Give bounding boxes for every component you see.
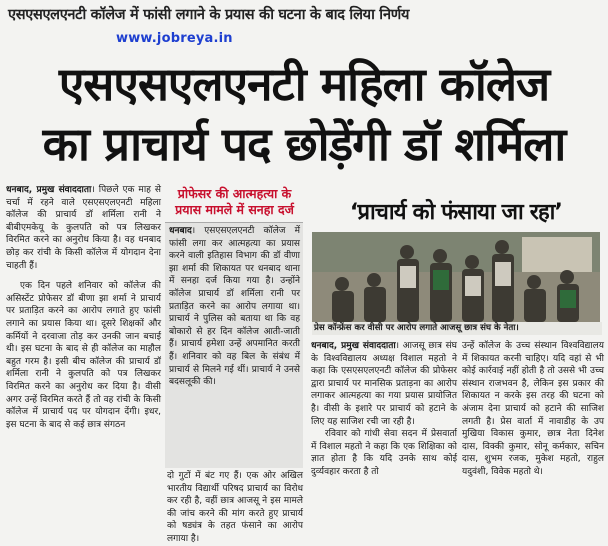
photo-caption: प्रेस कॉन्फ्रेंस कर वीसी पर आरोप लगाते आजसू छात्र संघ के नेता।	[312, 322, 602, 335]
article-left-column	[6, 184, 161, 534]
main-headline-line2: का प्राचार्य पद छोड़ेंगी डॉ शर्मिला	[42, 117, 566, 171]
article-right-column-1	[311, 340, 457, 536]
sidebar-dateline: धनबाद	[169, 226, 192, 236]
article-right-p3: उन्हें कॉलेज के उच्च संस्थान विश्वविद्यालय में शिकायत करनी चाहिए। यदि वहां से भी कोई कार्रवाई नहीं होती है तो उससे भी उच्च संस्थान राजभवन है, लेकिन इस प्रकार की शिकायत न करके इस तरह की घटना को अंजाम देना प्राचार्य को हटाने की साजिश लगती है। प्रेस वार्ता में नावाडीह के उप मुखिया विकास कुमार, छात्र नेता दिनेश दास, विक्की कुमार, सोनू कर्मकार, सचिन दास, शुभम रजक, मुकेश महतो, राहुल यदुवंशी, विवेक महतो थे।	[462, 341, 604, 477]
article-right-dateline: धनबाद, प्रमुख संवाददाता	[311, 341, 396, 351]
article-left-p1: धनबाद, प्रमुख संवाददाता। पिछले एक माह से चर्चा में रहने वाले एसएसएलएनटी महिला कॉलेज की प्राचार्य डॉ शर्मिला रानी ने बीबीएमकेयू के कुलपति को पत्र लिखकर विरमित करने का अनुरोध किया है। वह धनबाद छोड़ कर रांची के किसी कॉलेज में योगदान देना चाहती हैं।	[6, 185, 161, 271]
strap-headline: एसएसएलएनटी कॉलेज में फांसी लगाने के प्रयास की घटना के बाद लिया निर्णय	[8, 7, 410, 23]
press-conference-photo	[312, 232, 600, 322]
quote-headline: ‘प्राचार्य को फंसाया जा रहा’	[349, 200, 563, 225]
article-left-dateline: धनबाद, प्रमुख संवाददाता	[6, 185, 92, 195]
website-link[interactable]: www.jobreya.in	[116, 31, 233, 46]
main-headline-line1: एसएसएलएनटी महिला कॉलेज	[58, 57, 550, 111]
article-right-column-2	[462, 340, 604, 536]
photo-illustration	[312, 232, 600, 322]
sidebar-heading: प्रोफेसर की आत्महत्या के प्रयास मामले में सनहा दर्ज	[175, 186, 294, 217]
article-right-p1: धनबाद, प्रमुख संवाददाता। आजसू छात्र संघ के विश्वविद्यालय अध्यक्ष विशाल महतो ने कहा कि एसएसएलएनटी कॉलेज की प्रोफेसर द्वारा प्राचार्य पर मानसिक प्रताड़ना का आरोप लगाकर आत्महत्या का गया प्रयास प्रायोजित है। वीसी के इशारे पर प्राचार्य को हटाने के लिए यह साजिश रची जा रही है।	[311, 341, 457, 427]
article-right-p2: रविवार को गांधी सेवा सदन में प्रेसवार्ता में विशाल महतो ने कहा कि एक शिक्षिका को ज्ञात होता है कि यदि उनके साथ कोई दुर्व्यवहार करता है तो	[311, 429, 457, 477]
article-left-continuation: दो गुटों में बंट गए हैं। एक ओर अखिल भारतीय विद्यार्थी परिषद प्राचार्य का विरोध कर रही है, वहीं छात्र आजसू ने इस मामले की जांच करने की मांग करते हुए प्राचार्य को षड्यंत्र के तहत फंसाने का आरोप लगाया है।	[167, 471, 303, 544]
sidebar-body	[169, 225, 300, 465]
sidebar-p1: धनबाद। एसएसएलएनटी कॉलेज में फांसी लगा कर आत्महत्या का प्रयास करने वाली इतिहास विभाग की डॉ वीणा झा शर्मा की शिकायत पर धनबाद थाना में सनहा दर्ज किया गया है। उन्होंने कॉलेज प्राचार्य डॉ शर्मिला रानी पर प्रताड़ित करने का आरोप लगाया था। प्राचार्य ने पुलिस को बताया था कि वह बोकारो से हर दिन कॉलेज आती-जाती हैं। प्राचार्य हमेशा उन्हें अपमानित करती हैं। शनिवार को वह बिल के संबंध में प्राचार्य से मिलने गई थीं। प्राचार्य ने उनसे बदसलूकी की।	[169, 226, 300, 388]
article-left-p2: एक दिन पहले शनिवार को कॉलेज की असिस्टेंट प्रोफेसर डॉ बीणा झा शर्मा ने प्राचार्य पर प्रताड़ित करने का आरोप लगाते हुए फांसी लगाने का प्रयास किया था। दूसरे शिक्षकों और कर्मियों ने दरवाजा तोड़ कर उनकी जान बचाई थी। इस घटना के बाद से ही कॉलेज का माहौल बहुत गरम है। इसी बीच कॉलेज की प्राचार्य डॉ शर्मिला रानी ने कुलपति को पत्र लिखकर विरमित करने का अनुरोध कर दिया है। वीसी अगर उन्हें विरमित करते हैं तो वह रांची के किसी कॉलेज में प्राचार्य पद पर योगदान देंगी। इधर, इस घटना के बाद से कई छात्र संगठन	[6, 281, 161, 430]
